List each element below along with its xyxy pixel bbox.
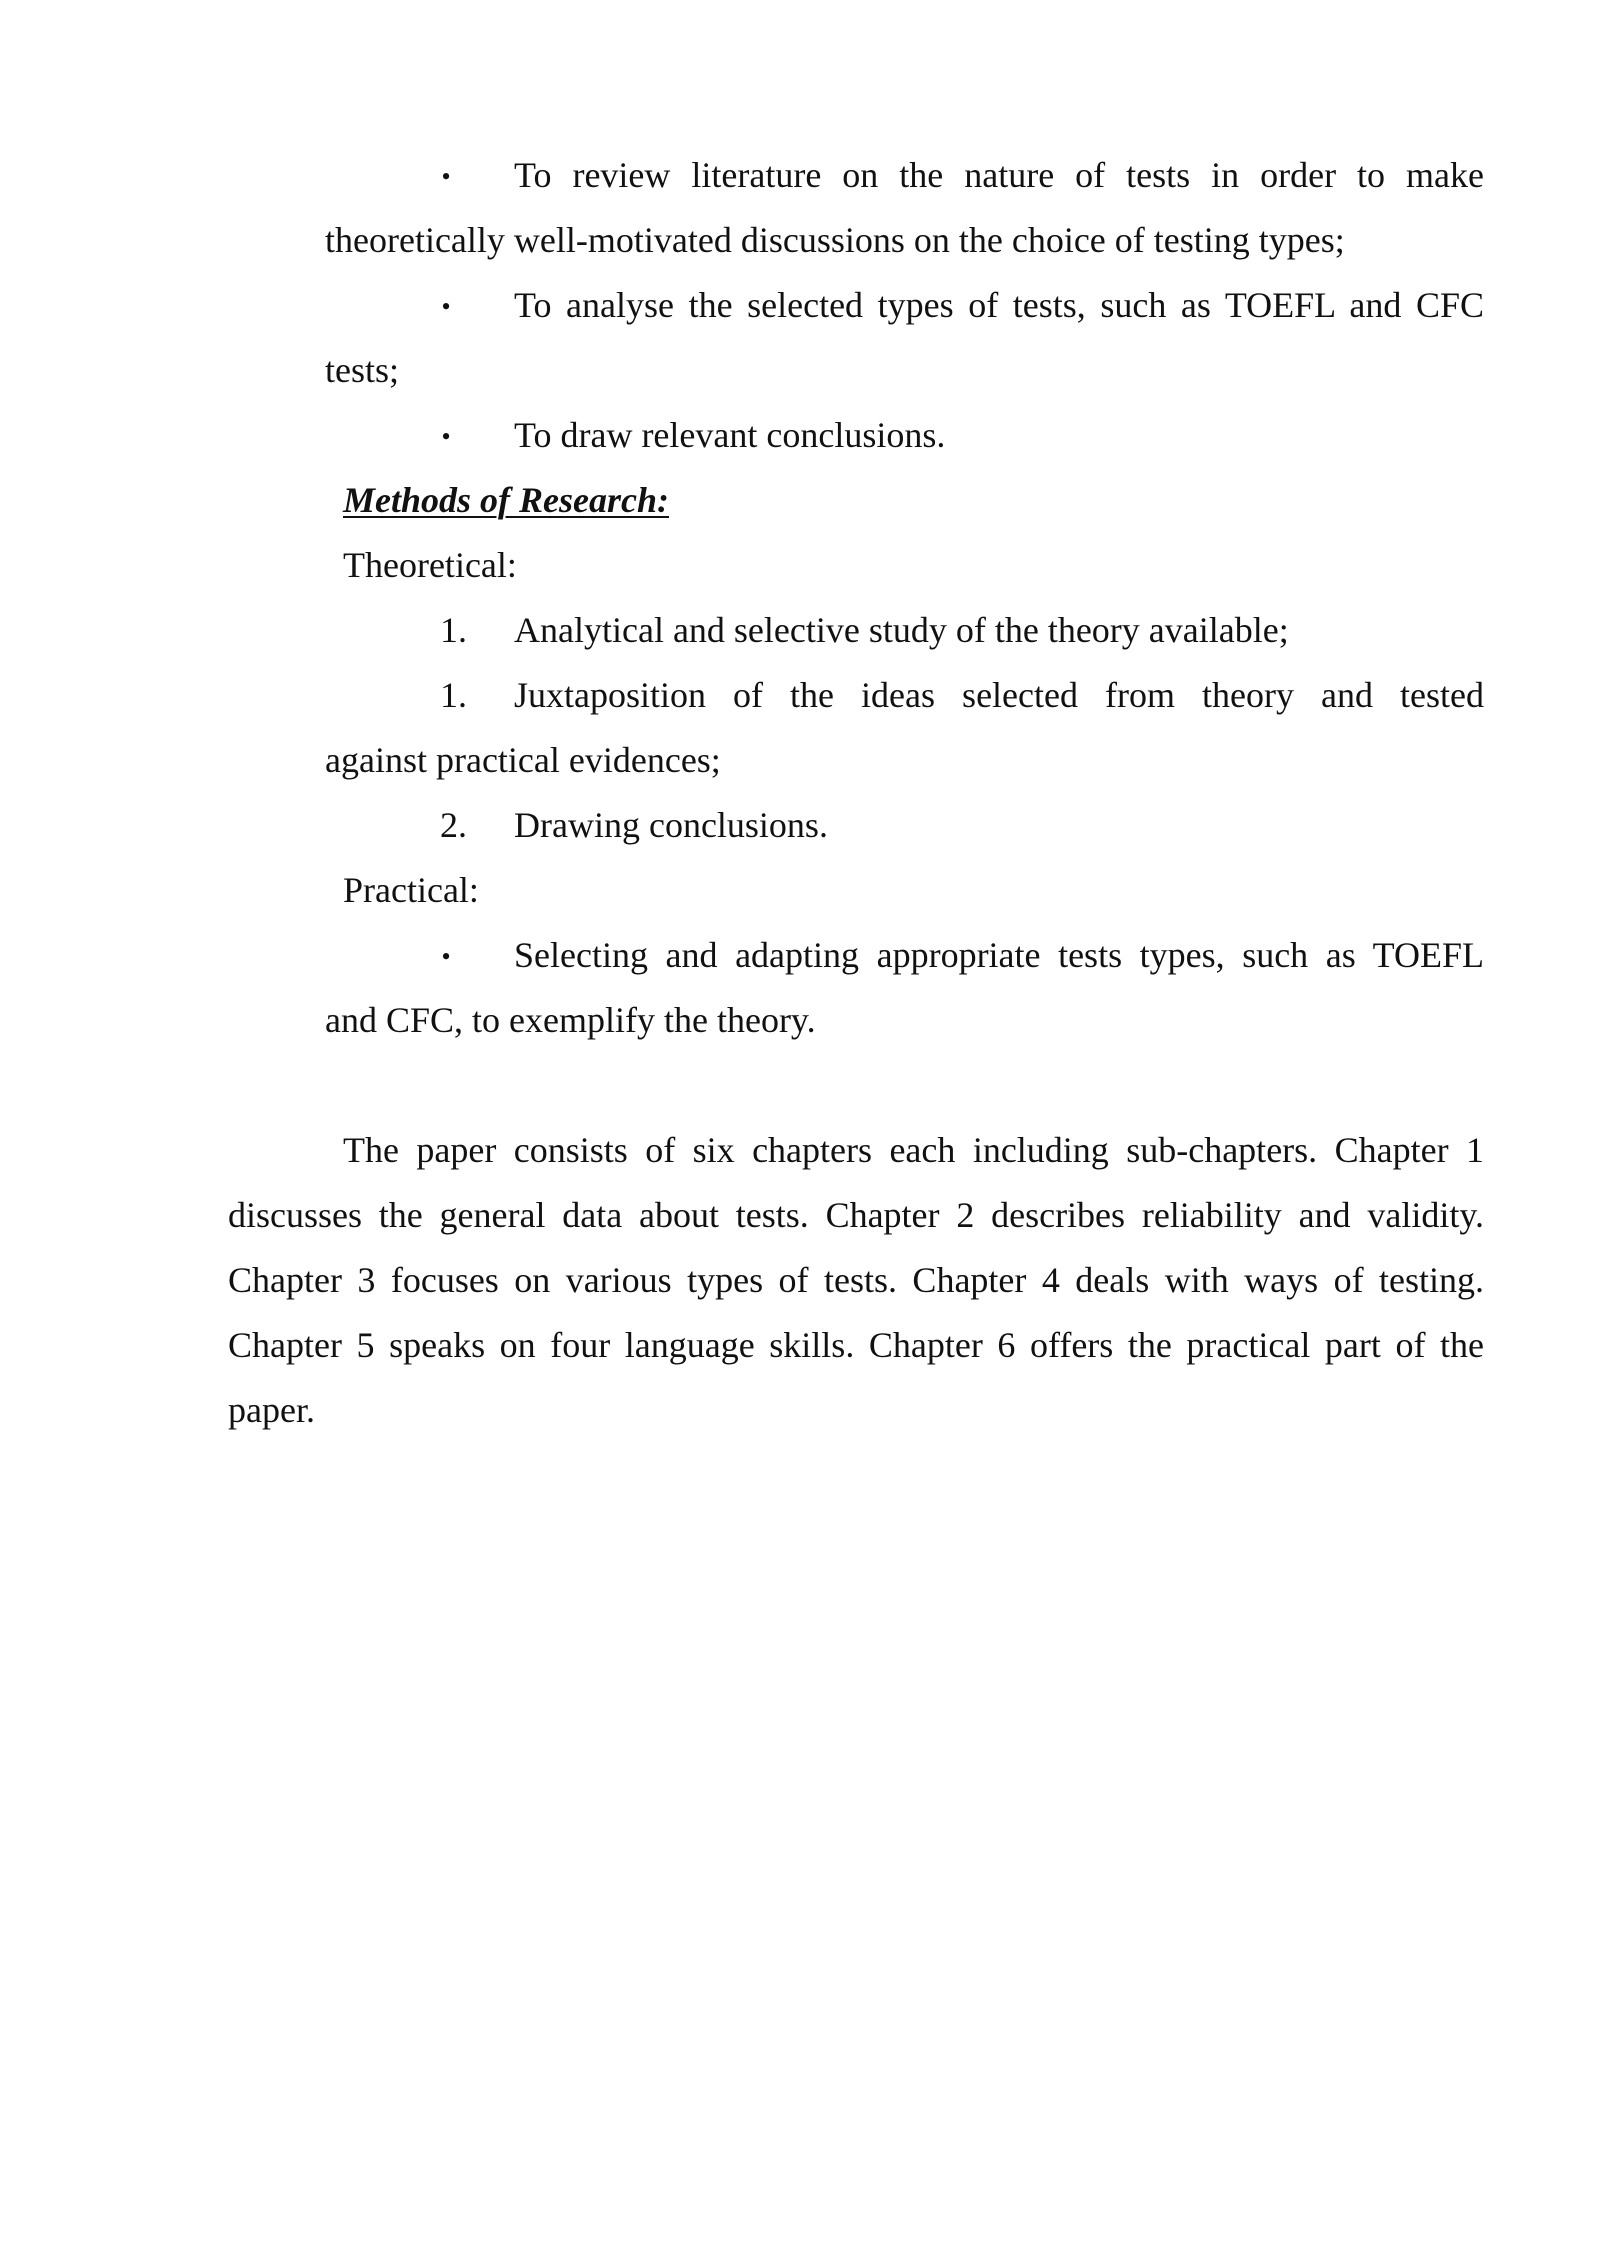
objective-1-line-2: theoretically well-motivated discussions on the choice of testing types; (325, 220, 1345, 260)
bullet-marker: • (441, 292, 451, 321)
methods-heading: Methods of Research: (343, 480, 669, 520)
bullet-marker: • (441, 162, 451, 191)
theoretical-item-2-line-2: against practical evidences; (325, 740, 721, 780)
objective-3-line-1: To draw relevant conclusions. (514, 415, 946, 455)
theoretical-item-1: Analytical and selective study of the theory available; (514, 610, 1289, 650)
objective-1-line-1: To review literature on the nature of tests in order to make (514, 155, 1484, 195)
theoretical-label: Theoretical: (343, 545, 517, 585)
list-number: 1. (440, 675, 467, 715)
practical-label: Practical: (343, 870, 479, 910)
paragraph-line-2: discusses the general data about tests. Chapter 2 describes reliability and validity. (228, 1195, 1484, 1235)
theoretical-item-3: Drawing conclusions. (514, 805, 828, 845)
theoretical-item-2-line-1: Juxtaposition of the ideas selected from theory and tested (514, 675, 1484, 715)
bullet-marker: • (441, 422, 451, 451)
paragraph-line-4: Chapter 5 speaks on four language skills. Chapter 6 offers the practical part of the (228, 1325, 1484, 1365)
practical-item-1-line-2: and CFC, to exemplify the theory. (325, 1000, 816, 1040)
list-number: 1. (440, 610, 467, 650)
practical-item-1-line-1: Selecting and adapting appropriate tests types, such as TOEFL (514, 935, 1484, 975)
list-number: 2. (440, 805, 467, 845)
paragraph-line-3: Chapter 3 focuses on various types of tests. Chapter 4 deals with ways of testing. (228, 1260, 1484, 1300)
objective-2-line-1: To analyse the selected types of tests, such as TOEFL and CFC (514, 285, 1484, 325)
objective-2-line-2: tests; (325, 350, 400, 390)
bullet-marker: • (441, 942, 451, 971)
paragraph-line-5: paper. (228, 1390, 315, 1430)
paragraph-line-1: The paper consists of six chapters each including sub-chapters. Chapter 1 (343, 1130, 1484, 1170)
